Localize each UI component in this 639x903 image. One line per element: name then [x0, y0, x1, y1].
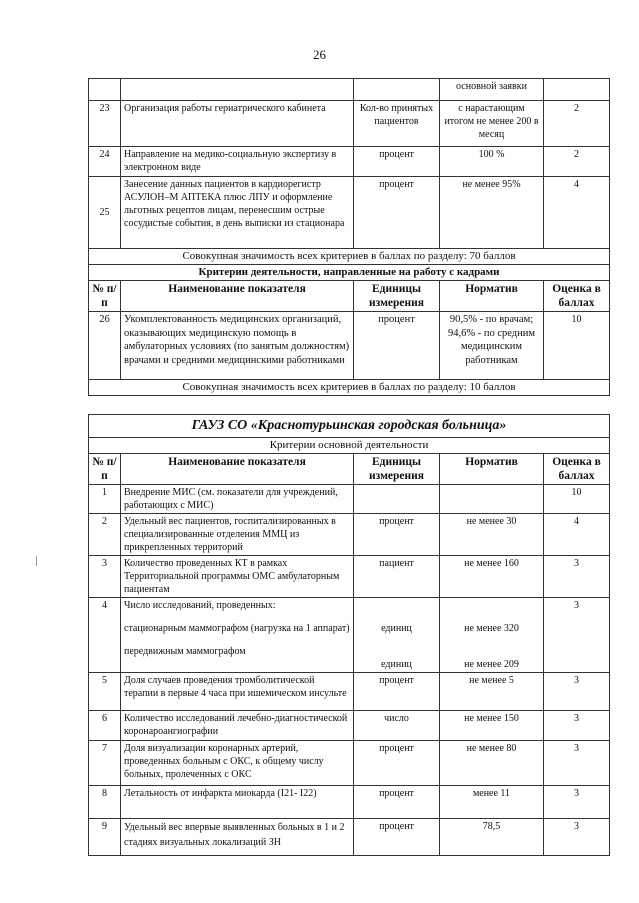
table-header-row	[89, 281, 610, 312]
table-row	[89, 598, 610, 673]
norm-cell: 90,5% - по врачам; 94,6% - по средним медицинским работникам	[440, 312, 544, 380]
unit-part: единиц	[381, 623, 412, 634]
row-number: 9	[89, 819, 121, 856]
norm-cell: основной заявки	[440, 79, 544, 101]
norm-cell	[440, 598, 544, 673]
norm-cell: не менее 80	[440, 741, 544, 786]
header-score: Оценка в баллах	[544, 454, 610, 485]
row-number: 2	[89, 514, 121, 556]
unit-cell: процент	[354, 673, 440, 711]
table-row	[89, 177, 610, 249]
unit-cell: процент	[354, 147, 440, 177]
criteria-table-2	[88, 414, 610, 856]
unit-cell	[354, 598, 440, 673]
row-number: 26	[89, 312, 121, 380]
section-total: Совокупная значимость всех критериев в баллах по разделу: 70 баллов	[89, 249, 610, 265]
indicator-name-part: Число исследований, проведенных:	[124, 600, 276, 611]
unit-cell: процент	[354, 514, 440, 556]
table-row	[89, 485, 610, 514]
norm-cell: не менее 160	[440, 556, 544, 598]
header-number: № п/п	[89, 281, 121, 312]
norm-cell: менее 11	[440, 786, 544, 819]
indicator-name: Укомплектованность медицинских организаций, оказывающих медицинскую помощь в амбулаторных условиях (по занятым должностям) врачами и средними медицинскими работниками	[121, 312, 354, 380]
section-heading-row	[89, 265, 610, 281]
norm-part: не менее 320	[464, 623, 519, 634]
norm-cell: не менее 5	[440, 673, 544, 711]
header-number: № п/п	[89, 454, 121, 485]
table-header-row	[89, 454, 610, 485]
unit-cell: процент	[354, 741, 440, 786]
row-number: 24	[89, 147, 121, 177]
score-cell: 2	[544, 101, 610, 147]
unit-cell: пациент	[354, 556, 440, 598]
row-number: 7	[89, 741, 121, 786]
score-cell: 3	[544, 711, 610, 741]
indicator-name: Количество проведенных КТ в рамках Территориальной программы ОМС амбулаторным пациентам	[121, 556, 354, 598]
unit-cell: число	[354, 711, 440, 741]
score-cell: 2	[544, 147, 610, 177]
score-cell: 10	[544, 312, 610, 380]
indicator-name	[121, 598, 354, 673]
norm-part: не менее 209	[464, 659, 519, 670]
score-cell: 4	[544, 177, 610, 249]
table-row	[89, 514, 610, 556]
indicator-name: Организация работы гериатрического кабинета	[121, 101, 354, 147]
row-number: 5	[89, 673, 121, 711]
indicator-name: Доля случаев проведения тромболитической терапии в первые 4 часа при ишемическом инсульте	[121, 673, 354, 711]
header-name: Наименование показателя	[121, 454, 354, 485]
header-name: Наименование показателя	[121, 281, 354, 312]
score-cell: 3	[544, 598, 610, 673]
row-number: 4	[89, 598, 121, 673]
indicator-name: Удельный вес впервые выявленных больных в 1 и 2 стадиях визуальных локализаций ЗН	[121, 819, 354, 856]
indicator-name: Летальность от инфаркта миокарда (I21- I22)	[121, 786, 354, 819]
indicator-name: Количество исследований лечебно-диагностической коронароангиографии	[121, 711, 354, 741]
norm-cell	[440, 485, 544, 514]
indicator-name: Внедрение МИС (см. показатели для учреждений, работающих с МИС)	[121, 485, 354, 514]
margin-mark	[36, 556, 37, 566]
page-number: 26	[313, 47, 326, 62]
section-heading: Критерии деятельности, направленные на работу с кадрами	[89, 265, 610, 281]
table-row	[89, 741, 610, 786]
section-total: Совокупная значимость всех критериев в баллах по разделу: 10 баллов	[89, 380, 610, 396]
criteria-table-1	[88, 78, 610, 396]
unit-cell: процент	[354, 177, 440, 249]
row-number: 23	[89, 101, 121, 147]
table-row	[89, 786, 610, 819]
indicator-name: Занесение данных пациентов в кардиорегистр АСУЛОН–М АПТЕКА плюс ЛПУ и оформление льготных рецептов лицам, перенесшим острые сосудистые события, в день выписки из стационара	[121, 177, 354, 249]
unit-cell: процент	[354, 786, 440, 819]
table-row	[89, 312, 610, 380]
norm-cell: 100 %	[440, 147, 544, 177]
section-heading: Критерии основной деятельности	[89, 438, 610, 454]
indicator-name: Доля визуализации коронарных артерий, проведенных больным с ОКС, к общему числу больных, пролеченных с ОКС	[121, 741, 354, 786]
section-total-row	[89, 380, 610, 396]
table-row	[89, 673, 610, 711]
norm-cell: не менее 150	[440, 711, 544, 741]
norm-cell: 78,5	[440, 819, 544, 856]
table-row	[89, 79, 610, 101]
row-number: 6	[89, 711, 121, 741]
norm-cell: с нарастающим итогом не менее 200 в месяц	[440, 101, 544, 147]
unit-cell: Кол-во принятых пациентов	[354, 101, 440, 147]
unit-cell: процент	[354, 819, 440, 856]
score-cell: 3	[544, 819, 610, 856]
section-heading-row	[89, 438, 610, 454]
unit-cell: процент	[354, 312, 440, 380]
header-unit: Единицы измерения	[354, 281, 440, 312]
row-number: 3	[89, 556, 121, 598]
score-cell: 3	[544, 556, 610, 598]
indicator-name-part: передвижным маммографом	[124, 646, 246, 657]
table-row	[89, 147, 610, 177]
indicator-name-part: стационарным маммографом (нагрузка на 1 аппарат)	[124, 623, 350, 634]
row-number: 25	[89, 177, 121, 249]
row-number: 1	[89, 485, 121, 514]
table-row	[89, 556, 610, 598]
header-norm: Норматив	[440, 281, 544, 312]
header-norm: Норматив	[440, 454, 544, 485]
norm-cell: не менее 30	[440, 514, 544, 556]
unit-cell	[354, 485, 440, 514]
table-row	[89, 819, 610, 856]
score-cell: 3	[544, 741, 610, 786]
table-row	[89, 711, 610, 741]
indicator-name: Направление на медико-социальную экспертизу в электронном виде	[121, 147, 354, 177]
indicator-name: Удельный вес пациентов, госпитализированных в специализированные отделения ММЦ из прикрепленных территорий	[121, 514, 354, 556]
org-title-row	[89, 415, 610, 438]
unit-part: единиц	[381, 659, 412, 670]
score-cell: 4	[544, 514, 610, 556]
norm-cell: не менее 95%	[440, 177, 544, 249]
organization-title: ГАУЗ СО «Краснотурьинская городская больница»	[89, 415, 610, 438]
header-unit: Единицы измерения	[354, 454, 440, 485]
table-row	[89, 101, 610, 147]
section-total-row	[89, 249, 610, 265]
row-number: 8	[89, 786, 121, 819]
score-cell: 3	[544, 786, 610, 819]
header-score: Оценка в баллах	[544, 281, 610, 312]
score-cell: 10	[544, 485, 610, 514]
score-cell: 3	[544, 673, 610, 711]
